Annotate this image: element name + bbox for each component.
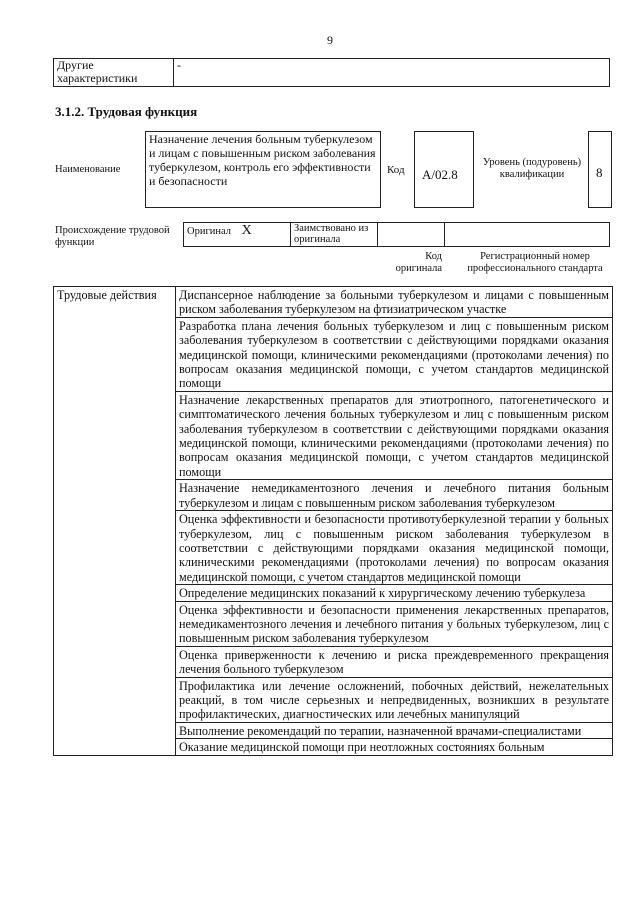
reg-number-cell xyxy=(445,223,610,247)
borrowed-label: Заимствовано из оригинала xyxy=(291,223,378,247)
labor-action: Оценка эффективности и безопасности противотуберкулезной терапии у больных туберкулезом, лиц с повышенным риском заболевания туберкулезом в соответствии с действующими порядками оказания медицинской помощи, клиническими рекомендациями (протоколами лечения) по вопросам оказания медицинской помощи, с учетом стандартов медицинской помощи xyxy=(176,511,613,585)
labor-action: Назначение лекарственных препаратов для этиотропного, патогенетического и симптоматического лечения больных туберкулезом и лиц с повышенным риском заболевания туберкулезом в соответствии с действующими порядками оказания медицинской помощи, клиническими рекомендациями (протоколами лечения) по вопросам оказания медицинской помощи, с учетом стандартов медицинской помощи xyxy=(176,391,613,479)
level-value: 8 xyxy=(596,165,603,180)
original-label: Оригинал xyxy=(187,226,231,237)
labor-action: Оценка эффективности и безопасности применения лекарственных препаратов, немедикаментозного лечения и лечебного питания у больных туберкулезом, лиц с повышенным риском заболевания туберкулезом xyxy=(176,601,613,646)
name-label: Наименование xyxy=(55,164,121,175)
labor-action: Назначение немедикаментозного лечения и лечебного питания больным туберкулезом и лицам с повышенным риском заболевания туберкулезом xyxy=(176,480,613,511)
function-code-box xyxy=(414,131,474,208)
reg-number-caption: Регистрационный номер профессионального стандарта xyxy=(467,251,603,274)
other-characteristics-label: Другие характеристики xyxy=(54,59,174,87)
page-number: 9 xyxy=(327,33,333,47)
labor-action: Диспансерное наблюдение за больными туберкулезом и лицами с повышенным риском заболевания туберкулезом на фтизиатрическом участке xyxy=(176,287,613,318)
labor-action: Разработка плана лечения больных туберкулезом и лиц с повышенным риском заболевания туберкулезом в соответствии с действующими порядками оказания медицинской помощи, клиническими рекомендациями (протоколами лечения) по вопросам оказания медицинской помощи, с учетом стандартов медицинской помощи xyxy=(176,317,613,391)
original-mark: X xyxy=(241,223,252,238)
level-box xyxy=(588,131,612,208)
code-original-cell xyxy=(378,223,445,247)
level-label: Уровень (подуровень) квалификации xyxy=(482,157,582,180)
other-characteristics-value: - xyxy=(174,59,610,87)
code-original-caption: Код оригинала xyxy=(395,251,442,274)
labor-action: Оказание медицинской помощи при неотложных состояниях больным xyxy=(176,739,613,755)
origin-label: Происхождение трудовой функции xyxy=(55,225,170,248)
labor-action: Определение медицинских показаний к хирургическому лечению туберкулеза xyxy=(176,585,613,601)
code-label: Код xyxy=(387,164,405,176)
labor-actions-label: Трудовые действия xyxy=(54,287,176,756)
labor-action: Выполнение рекомендаций по терапии, назначенной врачами-специалистами xyxy=(176,722,613,738)
labor-action: Профилактика или лечение осложнений, побочных действий, нежелательных реакций, в том числе серьезных и непредвиденных, возникших в результате профилактических, диагностических или лечебных манипуляций xyxy=(176,677,613,722)
section-title: 3.1.2. Трудовая функция xyxy=(55,104,198,119)
function-code: A/02.8 xyxy=(422,167,458,182)
other-characteristics-table xyxy=(53,58,610,87)
labor-actions-table xyxy=(53,286,613,756)
labor-action: Оценка приверженности к лечению и риска преждевременного прекращения лечения больного туберкулезом xyxy=(176,646,613,677)
function-name: Назначение лечения больным туберкулезом и лицам с повышенным риском заболевания туберкулезом, контроль его эффективности и безопасности xyxy=(145,131,381,208)
origin-table xyxy=(183,222,610,247)
